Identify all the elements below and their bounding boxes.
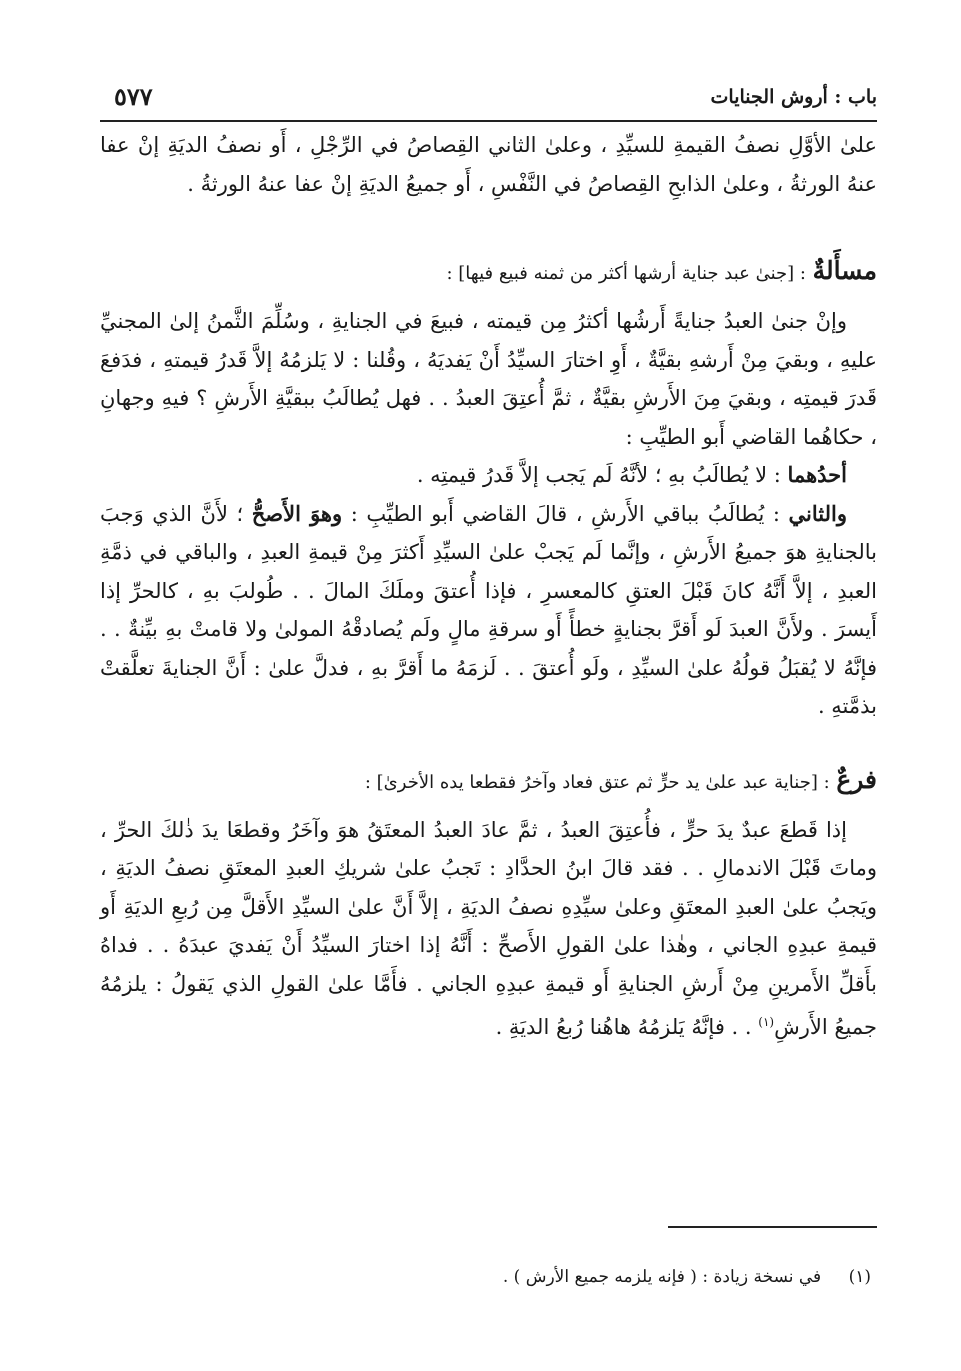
masala-heading xyxy=(100,251,877,294)
far-text-a: إذا قَطعَ عبدٌ يدَ حرٍّ ، فأُعتِقَ العبدُ ، ثمَّ عادَ العبدُ المعتَقُ هوَ وآخَرُ وقطعَا يدَ ذٰلكَ الحرِّ ، وماتَ قَبْلَ الاندمالِ . . فقد قالَ ابنُ الحدَّادِ : تَجبُ علىٰ شريكِ العبدِ المعتَقِ نصفُ الديَةِ ، ويَجبُ علىٰ العبدِ المعتَقِ وعلىٰ سيِّدِهِ نصفُ الديَةِ ، إلاَّ أَنَّ علىٰ السيِّدِ الأَقلَّ مِن رُبعِ الديَةِ أَو قيمةِ عبدِهِ الجاني ، وهٰذا علىٰ القولِ الأَصحِّ : أَنَّهُ إذا اختارَ السيِّدُ أَنْ يَفديَ عبدَهُ . . فداهُ بأَقلِّ الأَمرينِ مِنْ أَرشِ الجنايةِ أَو قيمةِ عبدِهِ الجاني . فأَمَّا علىٰ القولِ الذي يَقولُ : يلزمُهُ جميعُ الأَرشِ xyxy=(100,817,877,1039)
first-view-text: : لا يُطالَبُ بهِ ؛ لأنَّهُ لَم يَجب إلاَّ قَدرُ قيمتِه . xyxy=(416,463,781,487)
paragraph-first-view xyxy=(100,456,877,495)
footnote-reference[interactable]: (١) xyxy=(758,1015,775,1029)
second-view-text-a: : يُطالَبُ بباقي الأَرشِ ، قالَ القاضي أَبو الطيِّبِ : xyxy=(350,501,780,526)
page-header xyxy=(100,80,877,122)
second-view-emphasis: وهوَ الأَصحُّ xyxy=(251,500,343,526)
paragraph-second-view xyxy=(100,495,877,726)
paragraph-masala: وإنْ جنىٰ العبدُ جنايةً أَرشُها أكثرُ مِن قيمته ، فبيعَ في الجنايةِ ، وسُلِّمَ الثَّمنُ إلىٰ المجنيِّ عليهِ ، وبقيَ مِنْ أَرشهِ بقيَّةٌ ، أَوِ اختارَ السيِّدُ أَنْ يَفديَهُ ، وقُلنا : لا يَلزمُهُ إلاَّ قَدرُ قيمتهِ ، فدَفعَ قَدرَ قيمتِه ، وبقيَ مِنَ الأَرشِ بقيَّةٌ ، ثمَّ أُعتِقَ العبدُ . . فهل يُطالَبُ ببقيَّةِ الأَرشِ ؟ فيهِ وجهانِ ، حكاهُما القاضي أَبو الطيِّبِ : xyxy=(100,309,877,449)
footnote xyxy=(100,1262,871,1292)
far-text-b: . . فإنَّهُ يَلزمُهُ هاهُنا رُبعُ الديَةِ . xyxy=(495,1015,752,1039)
second-view-label: والثاني xyxy=(788,500,847,526)
masala-title: : [جنىٰ عبد جناية أرشها أكثر من ثمنه فبيع فيها] : xyxy=(446,263,806,284)
first-view-label: أحدُهما xyxy=(787,462,847,487)
second-view-text-b: ؛ لأَنَّ الذي وَجبَ بالجنايةِ هوَ جميعُ الأَرشِ ، وإنَّما لَم يَجبْ علىٰ السيِّدِ أَكثرَ مِنْ قيمةِ العبدِ ، والباقي في ذمَّةِ العبدِ ، إلاَّ أَنَّهُ كانَ قَبْلَ العتقِ كالمعسرِ ، فإذا أُعتقَ وملَكَ المالَ . . طُولبَ بهِ ، كالحرِّ إذا أَيسرَ . ولأَنَّ العبدَ لَو أَقرَّ بجنايةٍ خطأً أَو سرقةِ مالٍ ولَم يُصادقْهُ المولىٰ ولا قامتْ بهِ بيِّنةٌ . . فإنَّهُ لا يُقبَلُ قولُهُ علىٰ السيِّدِ ، ولَو أُعتقَ . . لَزمَهُ ما أَقرَّ بهِ ، فدلَّ علىٰ : أَنَّ الجنايةَ تعلَّقتْ بذمَّتهِ . xyxy=(100,501,877,718)
paragraph-far xyxy=(100,811,877,1047)
masala-label: مسأَلةٌ xyxy=(812,256,877,285)
far-title: : [جناية عبد علىٰ يد حرٍّ ثم عتق فعاد وآخرُ فقطعا يده الأخرىٰ] : xyxy=(364,771,830,793)
footnote-text: في نسخة زيادة : ( فإنه يلزمه جميع الأرش ) . xyxy=(502,1267,822,1287)
footnote-number: (١) xyxy=(848,1267,871,1287)
footnote-divider xyxy=(668,1226,877,1228)
far-heading xyxy=(100,760,877,803)
page-number: ٥٧٧ xyxy=(114,82,153,111)
far-label: فرعٌ xyxy=(836,764,877,794)
main-text xyxy=(100,126,877,1047)
chapter-title: باب : أروش الجنايات xyxy=(710,86,877,108)
paragraph-continuation: علىٰ الأوَّلِ نصفُ القيمةِ للسيِّدِ ، وعلىٰ الثاني القِصاصُ في الرِّجْلِ ، أَو نصفُ الديَةِ إنْ عفا عنهُ الورثةُ ، وعلىٰ الذابحِ القِصاصُ في النَّفْسِ ، أَو جميعُ الديَةِ إنْ عفا عنهُ الورثةُ . xyxy=(100,133,877,196)
